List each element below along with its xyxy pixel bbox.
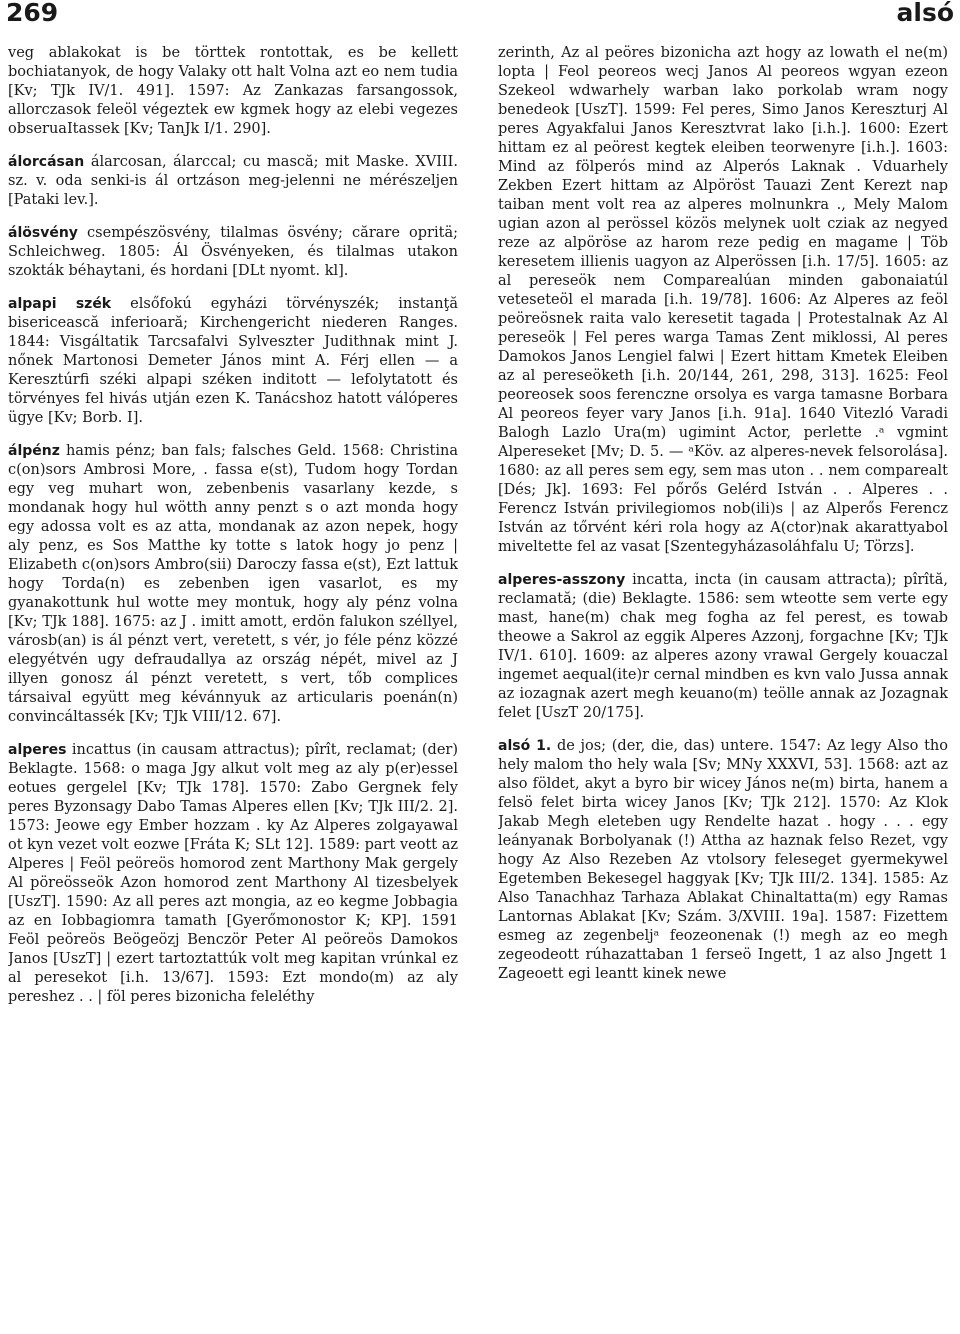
entry-continuation — [8, 44, 458, 139]
entry-headword: alperes — [8, 742, 67, 758]
entry-text: incattus (in causam attractus); pîrît, reclamat; (der) Beklagte. 1568: o maga Jgy alkut volt meg az aly p(er)essel eotues gergelel [Kv; TJk 178]. 1570: Zabo Gergnek fely peres Byzonsagy Dabo Tamas Alperes ellen [Kv; TJk III/2. 2]. 1573: Jeowe egy Ember hozzam . ky Az Alperes zolgayawal ot kyn vezet volt eozwe [Fráta K; SLt 12]. 1589: part veott az Alperes | Feöl peöreös homorod zent Marthony Mak gergely Al pöreösseök Azon homorod zent Marthony Al tizesbelyek [UszT]. 1590: Az all peres azt mongia, az eo kegme Jobbagia az en Iobbagiomra tamath [Gyerőmonostor K; KP]. 1591 Feöl peöreös Beögeözj Benczör Peter Al peöreös Damokos Janos [UszT] | ezert tartoztattúk volt meg kapitan vrúnkal ez al peresekot [i.h. 13/67]. 1593: Ezt mondo(m) az aly pereshez . . | föl peres bizonicha feleléthy — [8, 742, 458, 1005]
page-header — [0, 0, 960, 34]
entry-alpenz — [8, 442, 458, 727]
entry-headword: álösvény — [8, 225, 78, 241]
entry-text: veg ablakokat is be törttek rontottak, es be kellett bochiatanyok, de hogy Valaky ott halt Volna azt eo nem tudia [Kv; TJk IV/1. 491]. 1597: Az Zankazas farsangossok, allorczasok feleöl végeztek ew kgmek hogy az elebi vegezes obseruaItassek [Kv; TanJk I/1. 290]. — [8, 45, 458, 137]
entry-headword: alpapi szék — [8, 296, 112, 312]
entry-text: elsőfokú egyházi törvényszék; instanţă bisericească inferioară; Kirchengericht niederen Ranges. 1844: Visgáltatik Tarcsafalvi Sylveszter Judithnak mint J. nőnek Martonosi Demeter János mint A. Férj ellen — a Keresztúrfi széki alpapi széken inditott — lefolytatott és törvényes fel hivás utján ezen K. Tanácshoz hatott válóperes ügye [Kv; Borb. I]. — [8, 296, 458, 426]
left-column — [8, 44, 458, 1330]
entry-headword: álpénz — [8, 443, 60, 459]
entry-text: zerinth, Az al peöres bizonicha azt hogy az lowath el ne(m) lopta | Feol peoreos wecj Janos Al peoreos wgyan ezeon Szekeol wdwarhely warban lako porkolab wram nogy benedeok [UszT]. 1599: Fel peres, Simo Janos Kereszturj Al peres Agyakfalui Janos Keresztvrat lako [i.h.]. 1600: Ezert hittam ez al peörest kegtek eleiben teorwenyre [i.h.]. 1603: Mind az fölperós mind az Alperós Laknak . Vduarhely Zekben Ezert hittam az Alpöröst Tauazi Zent Kerezt nap taiban ment volt rea az alperes molnunkra ., Mely Malom ugian azon al perössel közös melynek uolt cziak az negyed reze az alpöröse az harom reze pedig en magame | Töb keresetem illienis uagyon az Alperössen [i.h. 17/5]. 1605: az al pereseök nem Comparealúan minden gabonaiatúl veteseteöl el marada [i.h. 19/78]. 1606: Az Alperes az feöl peöreösnek raita valo keresetit tagada | Protestalnak Az Al pereseök | Fel peres warga Tamas Zent miklossi, Al peres Damokos Janos Lengiel falwi | Ezert hittam Kmetek Eleiben az al pereseöketh [i.h. 20/144, 261, 298, 313]. 1625: Feol peoreosek soos ferenczne orsolya es varga tamasne Borbara Al peoreos feyer vary Janos [i.h. 91a]. 1640 Vitezló Varadi Balogh Lazlo Ura(m) ugimint Actor, perlette .ᵃ vgmint Alpereseket [Mv; D. 5. — ᵃKöv. az alperes-nevek felsorolása]. 1680: az all peres sem egy, sem mas uton . . nem comparealt [Dés; Jk]. 1693: Fel pőrős Gelérd István . . Alperes . . Ferencz István privilegiomos nob(ili)s | az Alperős Ferencz István az tőrvént kéri rola hogy az A(ctor)nak akarattyabol miveltette fel az vasat [Szentegyházasoláhfalu U; Törzs]. — [498, 45, 948, 555]
page-number: 269 — [6, 0, 59, 27]
entry-text: csempészösvény, tilalmas ösvény; cărare opritä; Schleichweg. 1805: Ál Ösvényeken, és tilalmas utakon szokták béhaytani, és hordani [DLt nyomt. kl]. — [8, 225, 458, 279]
entry-text: incatta, incta (in causam attracta); pîrîtă, reclamată; (die) Beklagte. 1586: sem wteotte sem verte egy mast, hane(m) chak meg fogha az fel perest, es towab theowe a Sakrol az eggik Alperes Azzonj, forgachne [Kv; TJk IV/1. 610]. 1609: az alperes azony vrawal Gergely kouaczal ingemet aequal(ite)r cernal mindben es kvn valo Jussa annak az iozagnak azert megh keuano(m) teölle annak az Jozagnak felet [UszT 20/175]. — [498, 572, 948, 721]
entry-alorcasan — [8, 153, 458, 210]
entry-continuation — [498, 44, 948, 557]
entry-alperes-asszony — [498, 571, 948, 723]
entry-headword: álorcásan — [8, 154, 85, 170]
entry-headword: alsó 1. — [498, 738, 552, 754]
entry-headword: alperes-asszony — [498, 572, 626, 588]
entry-text: hamis pénz; ban fals; falsches Geld. 1568: Christina c(on)sors Ambrosi More, . fassa e(st), Tudom hogy Tordan egy veg muhart won, zebenbenis vasarlany kezde, s mondanak hogy hul wötth anny penzt s o azt monda hogy egy adossa volt es az atta, mondanak az azon nepek, hogy aly penz, es Sos Matthe ky totte s latok hogy jo penz | Elizabeth c(on)sors Ambro(sii) Daroczy fassa e(st), Ezt lattuk hogy Torda(n) es zebenben igen vasarlot, es my gyanakottunk hul wotte mey montuk, hogy aly pénz volna [Kv; TJk 188]. 1675: az J . imitt amott, erdön falukon széllyel, városb(an) is ál pénzt vert, veretett, s vér, jo féle pénz közzé elegyétvén ugy defraudallya az ország népét, mivel az J illyen gonosz ál pénzt veretett, s vert, tőb complices társaival együtt meg kévánnyuk az articularis poenán(n) convincáltassék [Kv; TJk VIII/12. 67]. — [8, 443, 458, 725]
entry-alperes — [8, 741, 458, 1007]
entry-text: álarcosan, álarccal; cu mască; mit Maske. XVIII. sz. v. oda senki-is ál ortzáson meg-jelenni ne mérészeljen [Pataki lev.]. — [8, 154, 458, 208]
entry-text: de jos; (der, die, das) untere. 1547: Az legy Also tho hely malom tho hely wala [Sv; MNy XXXVI, 53]. 1568: azt az also földet, akyt a byro bir wicey János ne(m) birta, hanem a felsö felet birta wicey Janos [Kv; TJk 212]. 1570: Az Klok Jakab Megh eleteben ugy Rendelte hazat . hogy . . . egy leányanak Borbolyanak (!) Attha az haznak felso Rezet, vgy hogy Az Also Rezeben Az vtolsory feleseget gyermekywel Egetemben Bekesegel haggyak [Kv; TJk III/2. 134]. 1585: Az Also Tanachhaz Tarhaza Ablakat Chinaltatta(m) egy Ramas Lantornas Ablakat [Kv; Szám. 3/XVIII. 19a]. 1587: Fizettem esmeg az zegenbeljᵃ feozeonenak (!) megh az eo megh zegeodeott rúhazattaban 1 ferseö Ingett, 1 az also Jngett 1 Zageoett egi leantt kinek newe — [498, 738, 948, 982]
entry-alpapi-szek — [8, 295, 458, 428]
entry-alosveny — [8, 224, 458, 281]
right-column — [498, 44, 948, 1330]
entry-also — [498, 737, 948, 984]
running-head: alsó — [896, 0, 954, 27]
